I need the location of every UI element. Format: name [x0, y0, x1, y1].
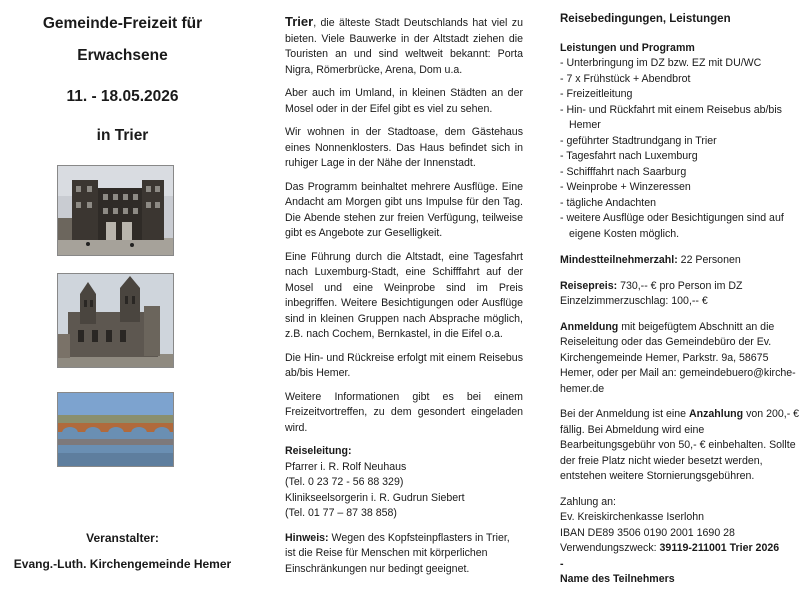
paragraph-intro: [285, 14, 523, 78]
registration-text: mit beigefügtem Abschnitt an die Reiseleitung oder das Gemeindebüro der Ev. Kirchengemeinde Hemer, Parkstr. 9a, 58675 Hemer, oder per Mail an: gemeindebuero@kirche-hemer.de: [560, 320, 796, 395]
guide-2-name: Klinikseelsorgerin i. R. Gudrun Siebert: [285, 491, 465, 504]
paragraph-excursions: Eine Führung durch die Altstadt, eine Tagesfahrt nach Luxemburg-Stadt, eine Schifffahrt auf der Mosel und eine Weinprobe sind im Preis inbegriffen. Weitere Besichtigungen oder Ausflüge sind in kleinen Gruppen nach Absprache möglich, z.B. nach Cochem, Bernkastel, in die Eifel o.a.: [285, 250, 523, 340]
guide-label: Reiseleitung:: [285, 445, 352, 457]
services-label: Leistungen und Programm: [560, 41, 695, 54]
intro-text: , die älteste Stadt Deutschlands hat viel zu bieten. Viele Bauwerke in der Altstadt ziehen die Touristen an und sind weltweit bekannt: Porta Nigra, Römerbrücke, Arena, Dom u.a.: [285, 17, 523, 76]
paragraph-program: Das Programm beinhaltet mehrere Ausflüge. Eine Andacht am Morgen gibt uns Impulse für den Tag. Die Abende stehen zur freien Verfügung, teilweise gibt es Angebote zur Geselligkeit.: [285, 180, 523, 239]
photo-roman-bridge: [57, 392, 174, 467]
payment-block: [560, 495, 800, 588]
payment-iban: IBAN DE89 3506 0190 2001 1690 28: [560, 526, 735, 539]
paragraph-accommodation: Wir wohnen in der Stadtoase, dem Gästehaus eines Nonnenklosters. Das Haus befindet sich in ruhiger Lage in der Nähe der Innenstadt.: [285, 126, 523, 169]
list-item: - Freizeitleitung: [560, 88, 633, 100]
guide-1-name: Pfarrer i. R. Rolf Neuhaus: [285, 460, 407, 473]
min-participants: [560, 253, 800, 269]
right-column: [560, 0, 800, 588]
list-item: - tägliche Andachten: [560, 196, 657, 209]
tour-guides: [285, 444, 523, 522]
photo-trier-cathedral: [57, 273, 174, 368]
paragraph-note: [285, 531, 523, 578]
payment-purpose: [560, 541, 800, 557]
paragraph-surroundings: Aber auch im Umland, in kleinen Städten an der Mosel oder in der Eifel gibt es viel zu sehen.: [285, 87, 523, 115]
price-label: Reisepreis:: [560, 279, 618, 292]
event-dates: 11. - 18.05.2026: [66, 88, 179, 105]
registration-label: Anmeldung: [560, 320, 619, 333]
purpose-dash: -: [560, 557, 564, 570]
organizer-label: Veranstalter:: [86, 531, 159, 545]
organizer-name: Evang.-Luth. Kirchengemeinde Hemer: [13, 557, 232, 571]
deposit-label: Anzahlung: [688, 408, 744, 420]
price-block: [560, 279, 800, 310]
title-line-1: Gemeinde-Freizeit für: [42, 15, 203, 32]
min-label: Mindestteilnehmerzahl:: [560, 254, 678, 266]
min-value: 22 Personen: [677, 254, 741, 266]
price-line: [560, 279, 800, 295]
note-label: Hinweis:: [285, 531, 329, 544]
list-item: - 7 x Frühstück + Abendbrot: [560, 72, 691, 85]
guide-2-phone: (Tel. 01 77 – 87 38 858): [285, 507, 397, 519]
registration: [560, 320, 800, 398]
payment-label: Zahlung an:: [560, 495, 616, 508]
deposit-pre: Bei der Anmeldung ist eine: [560, 408, 689, 420]
services-list: [560, 56, 800, 242]
conditions-heading: Reisebedingungen, Leistungen: [560, 13, 731, 25]
middle-column: [285, 14, 523, 585]
deposit-text: von 200,- € fällig. Bei Abmeldung wird eine Bearbeitungsgebühr von 50,- € einbehalten. Sollte der freie Platz nicht wieder besetzt werden, entstehen weitere Stornierungsgebühren.: [560, 408, 800, 482]
list-item: - Tagesfahrt nach Luxemburg: [560, 150, 698, 162]
list-item: - Unterbringung im DZ bzw. EZ mit DU/WC: [560, 57, 762, 69]
participant-name-label: Name des Teilnehmers: [560, 573, 675, 585]
list-item: - Hin- und Rückfahrt mit einem Reisebus ab/bis Hemer: [560, 103, 782, 131]
photo-porta-nigra: [57, 165, 174, 256]
paragraph-info: Weitere Informationen gibt es bei einem Freizeitvortreffen, zu dem gesondert eingeladen wird.: [285, 390, 523, 434]
title-line-2: Erwachsene: [77, 47, 168, 64]
payment-recipient: Ev. Kreiskirchenkasse Iserlohn: [560, 511, 705, 523]
deposit: [560, 407, 800, 485]
note-text: Wegen des Kopfsteinpflasters in Trier, ist die Reise für Menschen mit körperlichen Einschränkungen nur bedingt geeignet.: [285, 531, 510, 575]
list-item: - weitere Ausflüge oder Besichtigungen sind auf eigene Kosten möglich.: [560, 212, 784, 240]
paragraph-travel: Die Hin- und Rückreise erfolgt mit einem Reisebus ab/bis Hemer.: [285, 351, 523, 379]
list-item: - Weinprobe + Winzeressen: [560, 181, 691, 193]
price-value: 730,-- € pro Person im DZ: [617, 279, 743, 292]
list-item: - Schifffahrt nach Saarburg: [560, 165, 687, 178]
purpose-value: 39119-211001 Trier 2026: [659, 542, 780, 554]
guide-1-phone: (Tel. 0 23 72 - 56 88 329): [285, 476, 404, 488]
single-supplement: Einzelzimmerzuschlag: 100,-- €: [560, 295, 708, 307]
purpose-label: Verwendungszweck:: [560, 542, 660, 554]
intro-lead: Trier: [285, 14, 314, 29]
event-location: in Trier: [96, 127, 149, 144]
list-item: - geführter Stadtrundgang in Trier: [560, 134, 717, 147]
